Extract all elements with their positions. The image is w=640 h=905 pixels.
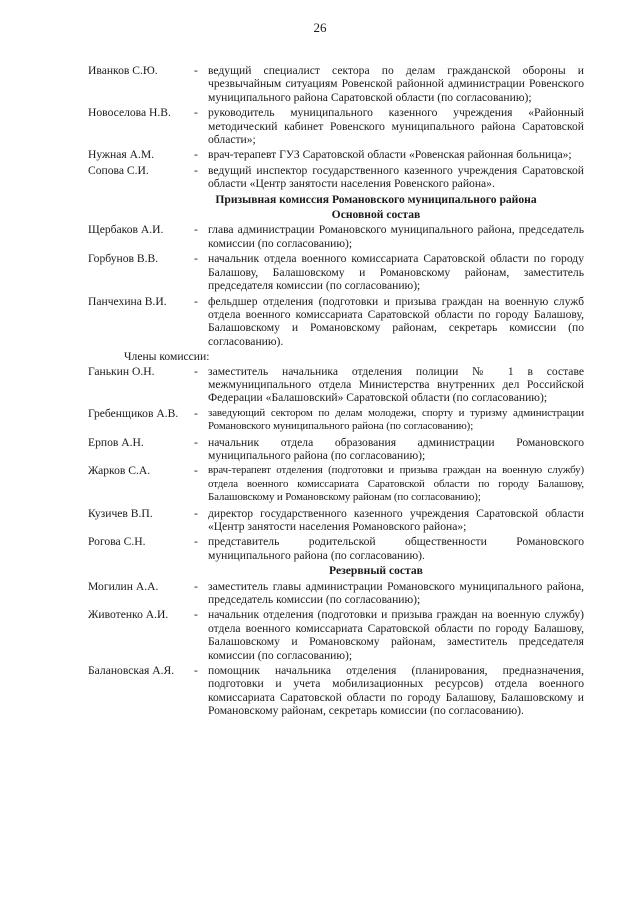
member-description: заместитель начальника отделения полиции № 1 в составе межмуниципального отдела Министерства внутренних дел Российской Федерации «Балашовский» Саратовской области (по согласованию); [208, 364, 584, 405]
reserve-composition-title: Резервный состав [329, 564, 423, 578]
member-entry [88, 507, 584, 534]
dash-separator: - [194, 506, 198, 520]
member-description: руководитель муниципального казенного учреждения «Районный методический кабинет Ровенского муниципального района Саратовской области»; [208, 106, 584, 147]
member-description: заместитель главы администрации Романовского муниципального района, председатель комиссии (по согласованию); [208, 579, 584, 607]
member-entry [88, 252, 584, 292]
member-name: Новоселова Н.В. [88, 106, 171, 120]
member-name: Нужная А.М. [88, 148, 155, 162]
dash-separator: - [194, 435, 198, 449]
member-entry [88, 365, 584, 405]
top-member-list [88, 64, 584, 191]
member-entry [88, 608, 584, 662]
member-entry [88, 106, 584, 146]
member-name: Ганькин О.Н. [88, 364, 155, 378]
member-entry [88, 664, 584, 718]
member-entry [88, 580, 584, 607]
member-entry [88, 295, 584, 349]
member-entry [88, 223, 584, 250]
dash-separator: - [194, 535, 198, 549]
dash-separator: - [194, 64, 198, 77]
member-name: Кузичев В.П. [88, 506, 153, 520]
member-entry [88, 436, 584, 463]
member-name: Ерпов А.Н. [88, 435, 144, 449]
dash-separator: - [194, 464, 198, 478]
dash-separator: - [194, 163, 198, 177]
member-description: директор государственного казенного учреждения Саратовской области «Центр занятости населения Романовского района»; [208, 506, 584, 533]
member-entry [88, 407, 584, 434]
member-name: Жарков С.А. [88, 464, 151, 478]
member-entry [88, 64, 584, 104]
member-name: Сопова С.И. [88, 163, 149, 177]
commission-title: Призывная комиссия Романовского муниципального района [215, 192, 537, 206]
member-description: ведущий инспектор государственного казенного учреждения Саратовской области «Центр занятости населения Ровенского района». [208, 163, 584, 191]
member-entry [88, 464, 584, 504]
member-description: глава администрации Романовского муниципального района, председатель комиссии (по согласованию); [208, 223, 584, 250]
member-entry [88, 535, 584, 562]
dash-separator: - [194, 608, 198, 622]
main-member-list [88, 223, 584, 348]
dash-separator: - [194, 223, 198, 237]
dash-separator: - [194, 294, 198, 308]
document-body [88, 64, 584, 720]
member-name: Балановская А.Я. [88, 664, 175, 678]
page-number: 26 [313, 20, 327, 35]
member-description: начальник отдела военного комиссариата Саратовской области по городу Балашову, Балашовскому и Романовскому районам, заместитель председателя комиссии (по согласованию); [208, 252, 584, 293]
member-description: представитель родительской общественности Романовского муниципального района (по согласованию). [208, 535, 584, 562]
commission-member-list [88, 365, 584, 563]
member-description: врач-терапевт отделения (подготовки и призыва граждан на военную службу) отдела военного комиссариата Саратовской области по городу Балашову, Балашовскому и Романовскому районам (по согласованию); [208, 464, 584, 504]
dash-separator: - [194, 148, 198, 162]
reserve-member-list [88, 580, 584, 718]
member-description: помощник начальника отделения (планирования, предназначения, подготовки и учета мобилизационных ресурсов) отдела военного комиссариата Саратовской области по городу Балашову, Балашовскому и Романовскому районам, секретарь комиссии (по согласованию). [208, 664, 584, 718]
member-description: врач-терапевт ГУЗ Саратовской области «Ровенская районная больница»; [208, 148, 572, 162]
main-composition-title: Основной состав [331, 208, 421, 222]
dash-separator: - [194, 664, 198, 678]
member-description: начальник отделения (подготовки и призыва граждан на военную службу) отдела военного комиссариата Саратовской области по городу Балашову, Балашовскому и Романовскому районам, заместитель председателя комиссии (по согласованию); [208, 608, 584, 662]
member-entry [88, 164, 584, 191]
member-name: Рогова С.Н. [88, 535, 146, 549]
member-description: заведующий сектором по делам молодежи, спорту и туризму администрации Романовского муниципального района (по согласованию); [208, 406, 584, 433]
member-name: Животенко А.И. [88, 608, 169, 622]
member-description: фельдшер отделения (подготовки и призыва граждан на военную служб отдела военного комиссариата Саратовской области по городу Балашову, Балашовскому и Романовскому районам, секретарь комиссии (по согласованию). [208, 294, 584, 348]
member-description: ведущий специалист сектора по делам гражданской обороны и чрезвычайным ситуациям Ровенской районной администрации Ровенского муниципального района Саратовской области (по согласованию); [208, 64, 584, 104]
member-name: Могилин А.А. [88, 579, 159, 593]
dash-separator: - [194, 364, 198, 378]
member-name: Панчехина В.И. [88, 294, 167, 308]
member-name: Иванков С.Ю. [88, 64, 158, 77]
dash-separator: - [194, 406, 198, 420]
member-name: Гребенщиков А.В. [88, 406, 179, 420]
member-name: Щербаков А.И. [88, 223, 164, 237]
dash-separator: - [194, 579, 198, 593]
member-entry [88, 148, 584, 161]
member-description: начальник отдела образования администрации Романовского муниципального района (по согласованию); [208, 435, 584, 462]
members-label: Члены комиссии: [124, 350, 210, 364]
member-name: Горбунов В.В. [88, 252, 159, 266]
dash-separator: - [194, 252, 198, 266]
dash-separator: - [194, 106, 198, 120]
